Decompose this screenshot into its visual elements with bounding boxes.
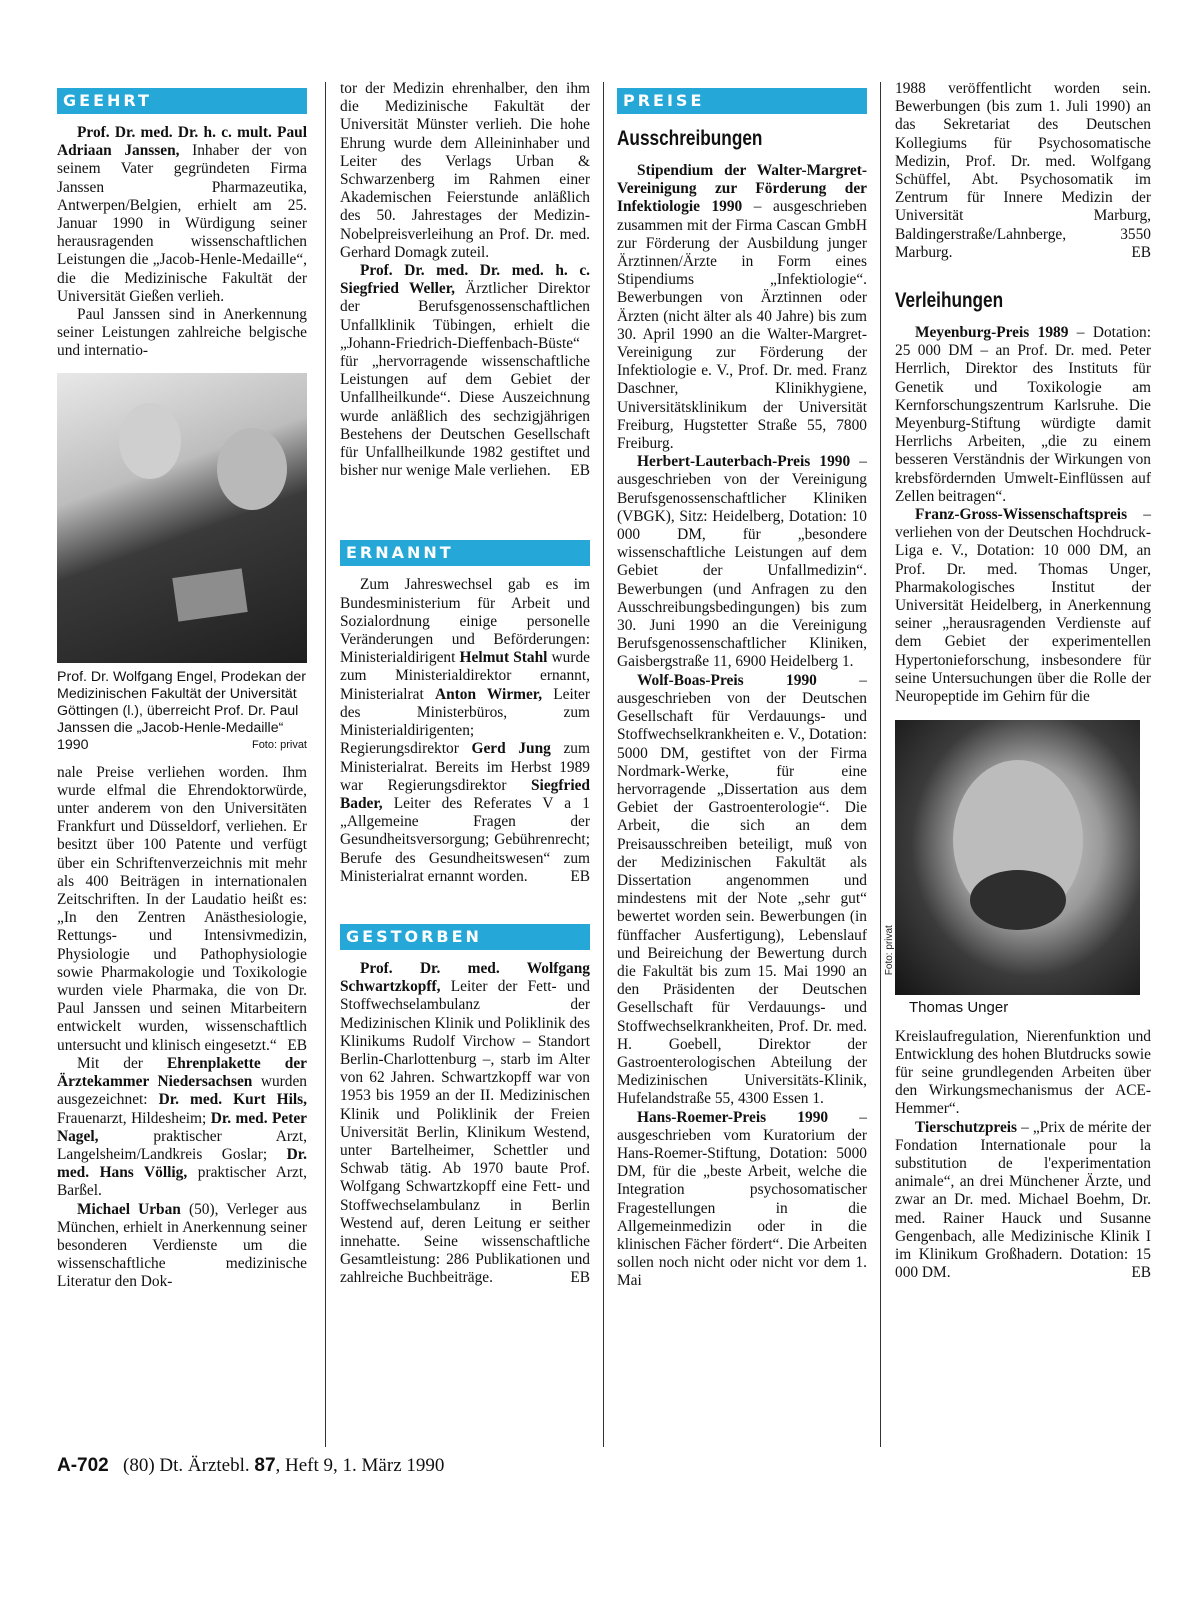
name-hils: Dr. med. Kurt Hils, [158, 1091, 307, 1109]
section-band-geehrt: GEEHRT [57, 88, 307, 114]
name-bader: Siegfried Bader, [340, 776, 590, 812]
paragraph-janssen-3 [57, 764, 307, 1055]
award-wolf-boas: Wolf-Boas-Preis 1990 [637, 671, 817, 689]
text-ern-a: Zum Jahreswechsel gab es im Bundesministerium für Arbeit und Sozialordnung einige personelle Veränderungen und Beförderungen: Ministerialdirigent [340, 576, 590, 667]
paragraph-roemer-cont [895, 80, 1151, 262]
issue-info: , Heft 9, 1. März 1990 [275, 1455, 445, 1476]
column-rule [880, 82, 881, 1447]
text-ehren-f: praktischer Arzt, Barßel. [57, 1164, 307, 1200]
heading-ausschreibungen: Ausschreibungen [617, 127, 763, 150]
award-ehrenplakette: Ehrenplakette der Ärztekammer Niedersachsen [57, 1054, 307, 1091]
journal-name: (80) Dt. Ärztebl. [123, 1455, 255, 1476]
paragraph-janssen [57, 124, 307, 306]
paragraph-franz-gross [895, 506, 1151, 706]
photo-caption-1 [57, 669, 307, 754]
paragraph-weller [340, 262, 590, 480]
name-janssen: Prof. Dr. med. Dr. h. c. mult. Paul Adriaan Janssen, [57, 124, 307, 160]
signature-eb: EB [1131, 243, 1151, 261]
column-3 [617, 88, 867, 1291]
signature-eb: EB [570, 867, 590, 885]
text-meyenburg: – Dotation: 25 000 DM – an Prof. Dr. med. Peter Herrlich, Direktor des Instituts für Genetik und Toxikologie am Kernforschungszentrum Karlsruhe. Die Meyenburg-Stiftung würdigte damit Herrlichs Arbeiten, „die zu einem besseren Verständnis der Wirkungen von krebsfördernden Umwelt-Einflüssen auf Zellen beitragen“. [895, 324, 1151, 505]
photo-credit: Foto: privat [883, 925, 895, 976]
spacer [340, 886, 590, 924]
photo-figure-left [119, 403, 181, 479]
name-jung: Gerd Jung [471, 740, 551, 758]
text-schwartzkopff: Leiter der Fett- und Stoffwechselambulanz der Medizinischen Klinik und Poliklinik des Klinikums Rudolf Virchow – Standort Berlin-Charlottenburg –, starb im Alter von 62 Jahren. Schwartzkopff war von 1953 bis 1959 an der II. Medizinischen Klinik und Poliklinik der Freien Universität Berlin, Klinikum Westend, unter Bartelheimer, Schettler und Schwab tätig. Ab 1970 baute Prof. Wolfgang Schwartzkopff eine Fett- und Stoffwechselambulanz in Berlin Westend auf, deren Leitung er seither innehatte. Seine wissenschaftliche Gesamtleistung: 286 Publikationen und zahlreiche Buchbeiträge. [340, 978, 590, 1287]
text-wolf-boas: – ausgeschrieben von der Deutschen Gesellschaft für Verdauungs- und Stoffwechselkrankheiten e. V., Dotation: 5000 DM, gestiftet von der Firma Nordmark-Werke, für eine hervorragende „Dissertation aus dem Gebiet der Gastroenterologie“. Die Arbeit, die sich an dem Preisausschreiben beteiligt, muß von der Medizinischen Fakultät als Dissertation angenommen und mindestens mit der Note „sehr gut“ bewertet worden sein. Bewerbungen (in fünffacher Ausfertigung), Lebenslauf und Beireichung der Bewertung durch die Fakultät bis zum 15. Mai 1990 an den Präsidenten der Deutschen Gesellschaft für Verdauungs- und Stoffwechselkrankheiten, Prof. Dr. med. H. Goebell, Direktor der Gastroenterologischen Abteilung der Medizinischen Universitäts-Klinik, Hufelandstraße 55, 4300 Essen 1. [617, 671, 867, 1108]
paragraph-ehrenplakette [57, 1055, 307, 1201]
column-2 [340, 80, 590, 1288]
text-roemer-cont: 1988 veröffentlicht worden sein. Bewerbungen (bis zum 1. Juli 1990) an das Sekretariat des Deutschen Kollegiums für Psychosomatische Medizin, Prof. Dr. med. Wolfgang Schüffel, Abt. Psychosomatik im Zentrum für Innere Medizin der Universität Marburg, Baldingerstraße/Lahnberge, 3550 Marburg. [895, 80, 1151, 261]
text-walter-margret: – ausgeschrieben zusammen mit der Firma Cascan GmbH zur Förderung der Ausbildung junger Ärztinnen/Ärzte in Form eines Stipendiums „Infektiologie“. Bewerbungen von Ärztinnen oder Ärzten (nicht älter als 40 Jahre) bis zum 30. April 1990 an die Walter-Margret-Vereinigung zur Förderung der Infektiologie e. V., Prof. Dr. med. Franz Daschner, Klinikhygiene, Universitätsklinikum der Universität Freiburg, Hugstetter Straße 55, 7800 Freiburg. [617, 198, 867, 453]
photo-medal-box [172, 568, 247, 621]
paragraph-tierschutz [895, 1119, 1151, 1283]
photo-credit: Foto: privat [251, 738, 307, 751]
text-ern-e: zum Ministerialrat. Bereits im Herbst 1989 war Regierungsdirektor [340, 740, 590, 794]
photo-beard [970, 870, 1066, 930]
section-band-ernannt: ERNANNT [340, 540, 590, 566]
text-ern-c: wurde zum Ministerialdirektor ernannt, Ministerialrat [340, 649, 590, 703]
paragraph-janssen-2: Paul Janssen sind in Anerkennung seiner Leistungen zahlreiche belgische und internatio- [57, 306, 307, 360]
section-band-preise: PREISE [617, 88, 867, 114]
page-footer [57, 1455, 444, 1477]
text-urban: (50), Verleger aus München, erhielt in Anerkennung seiner besonderen Verdienste um die wissenschaftliche medizinische Literatur den Dok- [57, 1200, 307, 1291]
name-urban: Michael Urban [77, 1200, 181, 1218]
signature-eb: EB [1131, 1264, 1151, 1282]
spacer [340, 480, 590, 540]
text-ehren-a: Mit der [77, 1054, 167, 1072]
paragraph-wolf-boas [617, 672, 867, 1109]
caption-text: Prof. Dr. Wolfgang Engel, Prodekan der Medizinischen Fakultät der Universität Göttingen (l.), überreicht Prof. Dr. Paul Janssen die „Jacob-Henle-Medaille“ 1990 [57, 668, 306, 753]
paragraph-walter-margret [617, 162, 867, 453]
text-franz-gross: – verliehen von der Deutschen Hochdruck-Liga e. V., Dotation: 10 000 DM, an Prof. Dr. med. Thomas Unger, Pharmakologisches Institut der Universität Heidelberg, in Anerkennung seiner „herausragenden Verdienste auf dem Gebiet der experimentellen Hypertonieforschung, insbesondere für seine Untersuchungen über die Rolle der Neuropeptide im Gehirn für die [895, 506, 1151, 706]
photo-caption-unger: Thomas Unger [909, 999, 1009, 1017]
name-weller: Prof. Dr. med. Dr. med. h. c. Siegfried Weller, [340, 262, 590, 298]
paragraph-urban [57, 1201, 307, 1292]
heading-verleihungen: Verleihungen [895, 289, 1004, 313]
text-ehren-c: wurden ausgezeichnet: [57, 1073, 307, 1109]
column-rule [603, 82, 604, 1447]
column-1 [57, 88, 307, 1292]
award-lauterbach: Herbert-Lauterbach-Preis 1990 [637, 453, 851, 471]
award-walter-margret: Stipendium der Walter-Margret-Vereinigung zur Förderung der Infektiologie 1990 [617, 162, 867, 216]
photo-engel-janssen [57, 373, 307, 663]
signature-eb: EB [570, 462, 590, 480]
name-wirmer: Anton Wirmer, [434, 685, 543, 703]
award-hans-roemer: Hans-Roemer-Preis 1990 [637, 1108, 829, 1126]
column-rule [325, 82, 326, 1447]
text-janssen: Inhaber der von seinem Vater gegründeten Firma Janssen Pharmazeutika, Antwerpen/Belgien, erhielt am 25. Januar 1990 in Würdigung seiner herausragenden wissenschaftlichen Leistungen die „Jacob-Henle-Medaille“, die die Medizinische Fakultät der Universität Gießen verlieh. [57, 142, 308, 305]
name-schwartzkopff: Prof. Dr. med. Wolfgang Schwartzkopff, [340, 959, 590, 996]
section-band-gestorben: GESTORBEN [340, 924, 590, 950]
photo-thomas-unger [883, 720, 1140, 995]
paragraph-meyenburg [895, 324, 1151, 506]
signature-eb: EB [287, 1036, 307, 1054]
text-ern-f: Leiter des Referates V a 1 „Allgemeine Fragen der Gesundheitsversorgung; Gebührenrecht; Berufe des Gesundheitswesen“ zum Ministerialrat ernannt worden. [340, 794, 590, 885]
paragraph-lauterbach [617, 453, 867, 671]
text-ehren-e: praktischer Arzt, Langelsheim/Landkreis Goslar; [57, 1127, 307, 1163]
paragraph-franz-gross-cont: Kreislaufregulation, Nierenfunktion und Entwicklung des hohen Blutdrucks sowie für seine grundlegenden Arbeiten über den Wirkungsmechanismus der ACE-Hemmer“. [895, 1027, 1151, 1118]
column-4 [883, 80, 1151, 1282]
page-number: A-702 [57, 1455, 109, 1476]
name-voellig: Dr. med. Hans Völlig, [57, 1145, 307, 1182]
text-ern-d: Leiter des Ministerbüros, zum Ministerialdirigenten; Regierungsdirektor [340, 685, 591, 758]
text-laudatio: nale Preise verliehen worden. Ihm wurde elfmal die Ehrendoktorwürde, unter anderem von den Universitäten Frankfurt und Düsseldorf, verliehen. Er besitzt über 100 Patente und verfügt über ein Schriftenverzeichnis mit mehr als 400 Beiträgen in internationalen Zeitschriften. In der Laudatio heißt es: „In den Zentren Anästhesiologie, Rettungs- und Intensivmedizin, Physiologie und Pathophysiologie sowie Pharmakologie und Toxikologie wurden viele Pharmaka, die von Dr. Paul Janssen und seinen Mitarbeitern entwickelt wurden, wissenschaftlich untersucht und klinisch eingesetzt.“ [57, 763, 307, 1054]
award-meyenburg: Meyenburg-Preis 1989 [915, 324, 1069, 342]
text-ehren-d: Frauenarzt, Hildesheim; [57, 1109, 211, 1127]
award-tierschutz: Tierschutzpreis [915, 1118, 1018, 1136]
name-stahl: Helmut Stahl [459, 649, 548, 667]
text-weller: Ärztlicher Direktor der Berufsgenossenschaftlichen Unfallklinik Tübingen, erhielt die „Johann-Friedrich-Dieffenbach-Büste“ für „hervorragende wissenschaftliche Leistungen auf dem Gebiet der Unfallheilkunde“. Diese Auszeichnung wurde anläßlich des sechzigjährigen Bestehens der Deutschen Gesellschaft für Unfallheilkunde 1982 gestiftet und bisher nur wenige Male verliehen. [340, 280, 591, 480]
text-lauterbach: – ausgeschrieben von der Vereinigung Berufsgenossenschaftlicher Kliniken (VBGK), Sitz: Heidelberg, Dotation: 10 000 DM, für „besondere wissenschaftliche Leistungen auf dem Gebiet der Unfallmedizin“. Bewerbungen (und Anfragen zu den Ausschreibungsbedingungen) bis zum 30. Juni 1990 an die Vereinigung Berufsgenossenschaftlicher Kliniken, Gaisbergstraße 11, 6900 Heidelberg 1. [617, 453, 867, 671]
award-franz-gross: Franz-Gross-Wissenschaftspreis [915, 506, 1128, 524]
text-hans-roemer: – ausgeschrieben vom Kuratorium der Hans-Roemer-Stiftung, Dotation: 5000 DM, für die „beste Arbeit, welche die Integration psychosomatischer Fragestellungen in die Allgemeinmedizin oder in die klinischen Fächer fördert“. Die Arbeiten sollen noch nicht oder nicht vor dem 1. Mai [617, 1108, 868, 1290]
text-tierschutz: – „Prix de mérite der Fondation Internationale pour la substitution de l'experimentation animale“, an drei Münchener Ärzte, und zwar an Dr. med. Michael Boehm, Dr. med. Rainer Hauck und Susanne Gengenbach, alle Medizinische Klinik I im Klinikum Großhadern. Dotation: 15 000 DM. [895, 1118, 1151, 1282]
signature-eb: EB [570, 1269, 590, 1287]
volume-number: 87 [254, 1455, 276, 1476]
paragraph-hans-roemer [617, 1109, 867, 1291]
paragraph-urban-cont: tor der Medizin ehrenhalber, den ihm die Medizinische Fakultät der Universität Münster verlieh. Die hohe Ehrung wurde dem Alleininhaber und Leiter des Verlags Urban & Schwarzenberg im Rahmen einer Akademischen Feierstunde anläßlich des 50. Jahrestages der Medizin-Nobelpreisverleihung an Prof. Dr. med. Gerhard Domagk zuteil. [340, 80, 590, 261]
paragraph-ernannt [340, 576, 590, 885]
paragraph-schwartzkopff [340, 960, 590, 1288]
photo-figure-right [217, 428, 287, 510]
name-nagel: Dr. med. Peter Nagel, [57, 1109, 308, 1145]
